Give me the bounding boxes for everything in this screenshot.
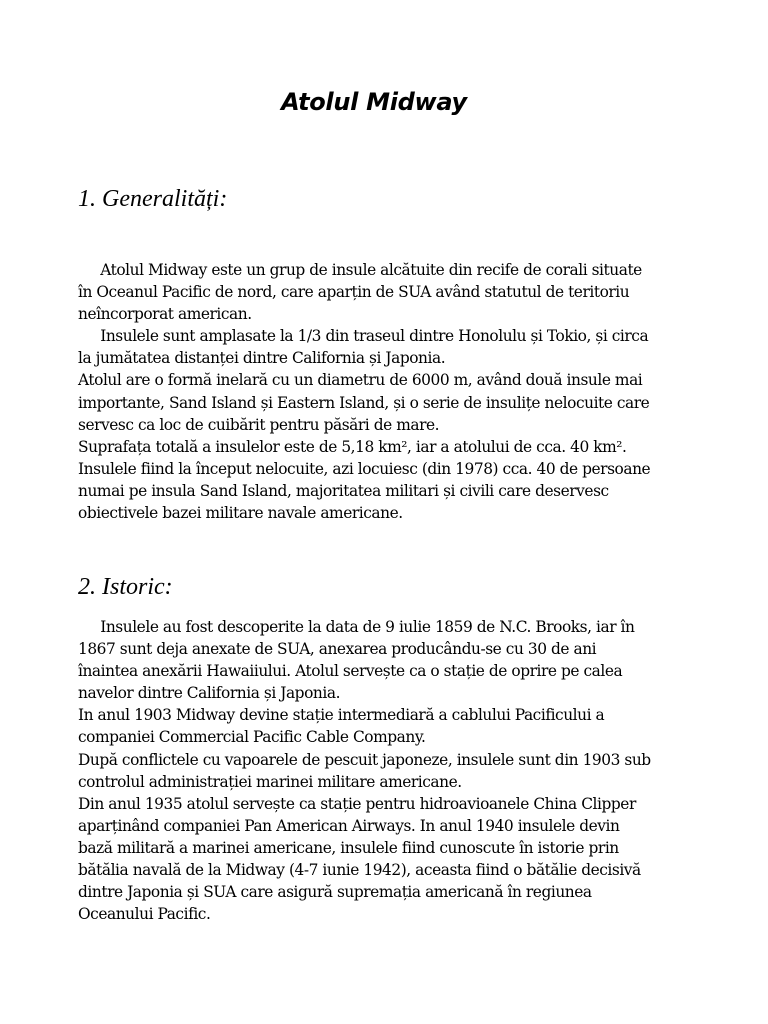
- text-line: După conflictele cu vapoarele de pescuit japoneze, insulele sunt din 1903 sub: [78, 750, 651, 769]
- text-line: înaintea anexării Hawaiiului. Atolul servește ca o stație de oprire pe calea: [78, 662, 623, 681]
- text-line: Insulele fiind la început nelocuite, azi locuiesc (din 1978) cca. 40 de persoane: [78, 459, 651, 478]
- text-line: servesc ca loc de cuibărit pentru păsări de mare.: [78, 415, 440, 434]
- text-line: neîncorporat american.: [78, 305, 252, 324]
- text-line: 1867 sunt deja anexate de SUA, anexarea producându-se cu 30 de ani: [78, 640, 597, 659]
- text-line: aparținând companiei Pan American Airways. In anul 1940 insulele devin: [78, 816, 620, 835]
- text-line: obiectivele bazei militare navale americane.: [78, 504, 403, 523]
- document-title: Atolul Midway: [281, 88, 467, 116]
- text-line: companiei Commercial Pacific Cable Company.: [78, 728, 426, 747]
- section-body-generalitati: [78, 259, 718, 524]
- text-line: Suprafața totală a insulelor este de 5,18 km², iar a atolului de cca. 40 km².: [78, 437, 627, 456]
- section-heading-istoric: 2. Istoric:: [78, 574, 173, 600]
- text-line: bază militară a marinei americane, insulele fiind cunoscute în istorie prin: [78, 838, 619, 857]
- text-line: In anul 1903 Midway devine stație intermediară a cablului Pacificului a: [78, 706, 605, 725]
- text-line: numai pe insula Sand Island, majoritatea militari și civili care deservesc: [78, 481, 609, 500]
- text-line: Oceanului Pacific.: [78, 905, 211, 924]
- text-line: Insulele sunt amplasate la 1/3 din traseul dintre Honolulu și Tokio, și circa: [78, 327, 649, 346]
- section-heading-generalitati: 1. Generalități:: [78, 186, 228, 212]
- text-line: navelor dintre California și Japonia.: [78, 684, 341, 703]
- text-line: Din anul 1935 atolul servește ca stație pentru hidroavioanele China Clipper: [78, 794, 636, 813]
- text-line: în Oceanul Pacific de nord, care aparțin de SUA având statutul de teritoriu: [78, 283, 630, 302]
- text-line: la jumătatea distanței dintre California și Japonia.: [78, 349, 446, 368]
- text-line: Atolul are o formă inelară cu un diametru de 6000 m, având două insule mai: [78, 371, 643, 390]
- text-line: Atolul Midway este un grup de insule alcătuite din recife de corali situate: [78, 261, 642, 279]
- section-body-istoric: [78, 616, 718, 925]
- text-line: dintre Japonia și SUA care asigură supremația americană în regiunea: [78, 883, 592, 902]
- text-line: controlul administrației marinei militare americane.: [78, 772, 462, 791]
- text-line: importante, Sand Island și Eastern Island, și o serie de insulițe nelocuite care: [78, 393, 650, 412]
- text-line: Insulele au fost descoperite la data de 9 iulie 1859 de N.C. Brooks, iar în: [78, 618, 635, 636]
- text-line: bătălia navală de la Midway (4-7 iunie 1942), aceasta fiind o bătălie decisivă: [78, 861, 641, 880]
